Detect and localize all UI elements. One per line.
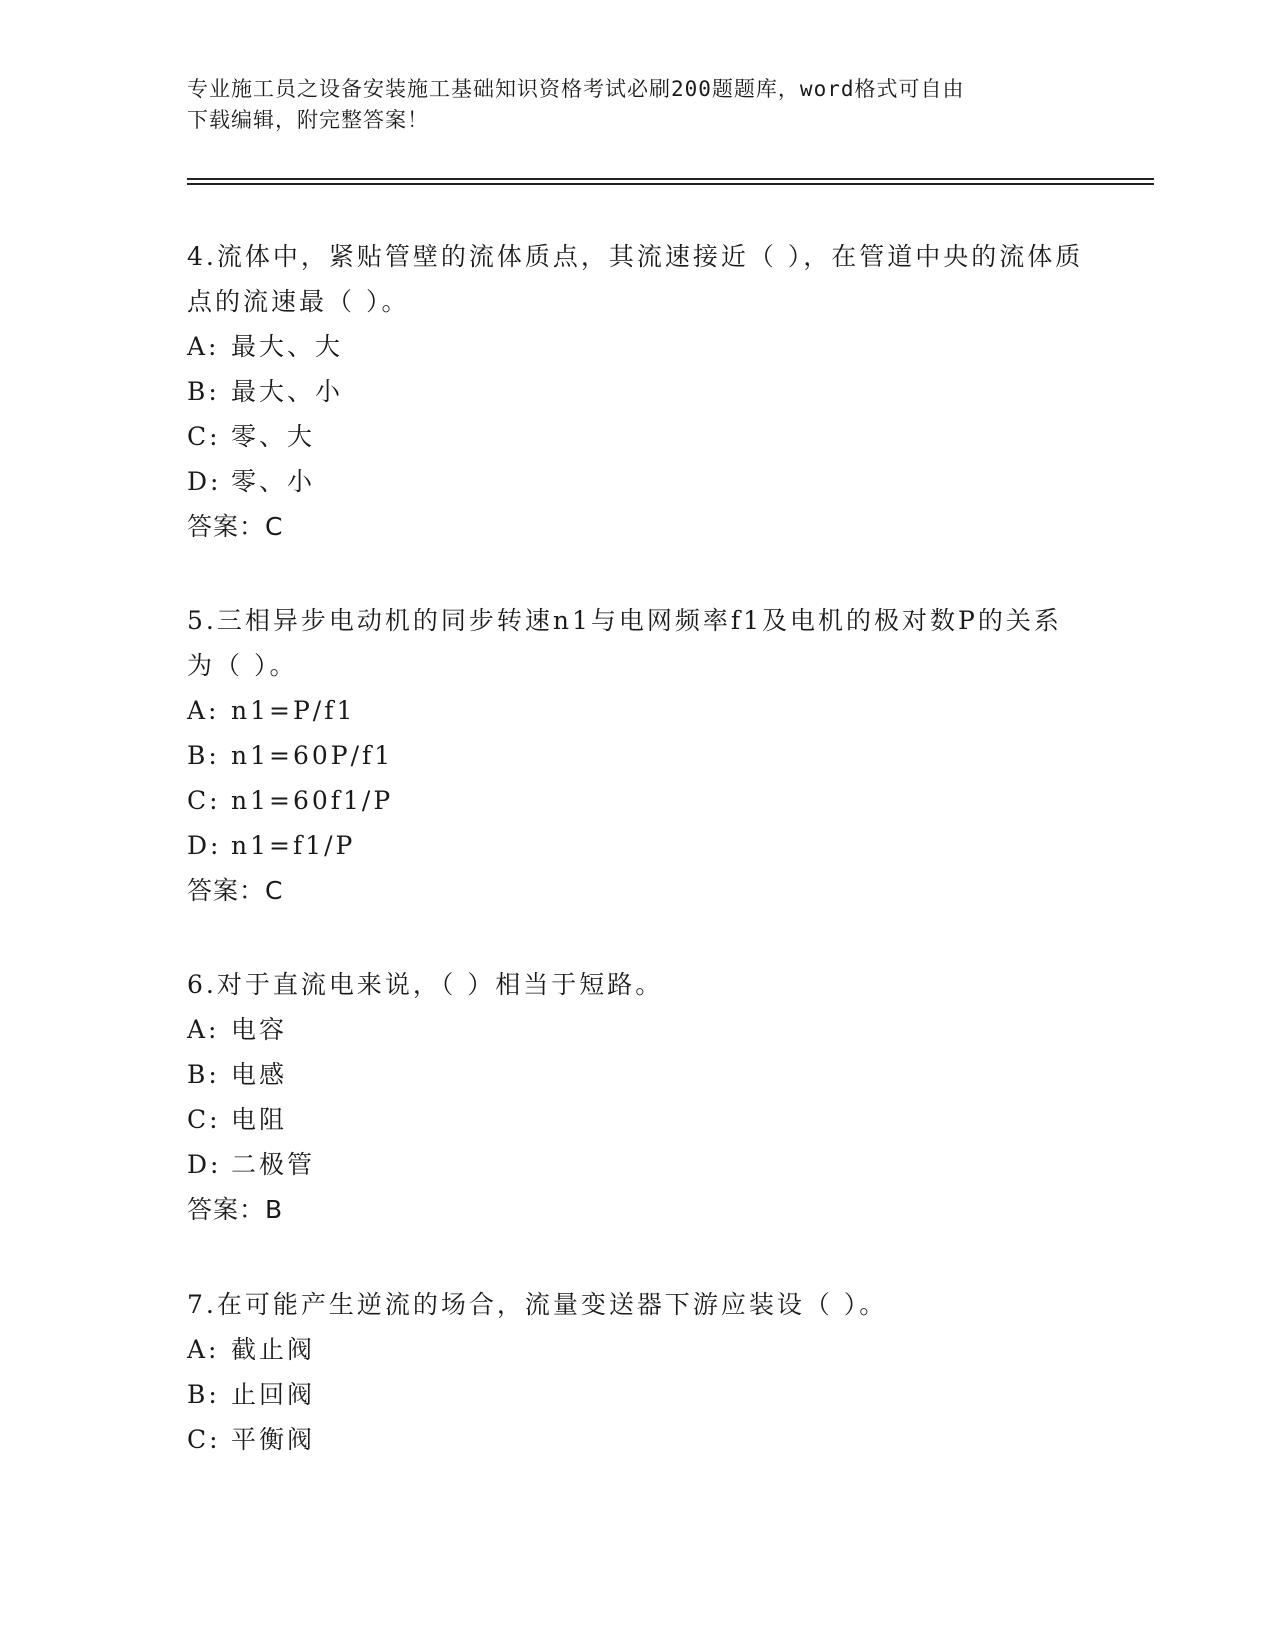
option-letter: A: (187, 696, 220, 725)
option-letter: C: (187, 1425, 221, 1454)
option-text: n1=60P/f1 (231, 741, 394, 770)
question-4 (187, 234, 1087, 549)
option-letter: D: (187, 1150, 222, 1179)
option-letter: B: (187, 377, 220, 406)
question-stem: 7.在可能产生逆流的场合，流量变送器下游应装设（ ）。 (187, 1290, 888, 1319)
question-stem: 5.三相异步电动机的同步转速n1与电网频率f1及电机的极对数P的关系为（ ）。 (187, 606, 1062, 680)
answer-line: 答案：C (187, 876, 284, 905)
option-text: 止回阀 (231, 1380, 316, 1409)
option-letter: C: (187, 422, 221, 451)
option-text: n1=f1/P (231, 831, 356, 860)
option-a (187, 324, 1087, 369)
option-text: 电感 (231, 1060, 288, 1089)
option-d (187, 823, 1087, 868)
option-text: n1=P/f1 (231, 696, 356, 725)
option-letter: B: (187, 741, 220, 770)
option-letter: D: (187, 467, 222, 496)
option-letter: D: (187, 831, 222, 860)
option-b (187, 1372, 1087, 1417)
option-a (187, 1007, 1087, 1052)
option-c (187, 1417, 1087, 1462)
header-divider-top (187, 178, 1154, 180)
option-b (187, 1052, 1087, 1097)
option-b (187, 369, 1087, 414)
option-letter: A: (187, 332, 220, 361)
option-letter: A: (187, 1015, 220, 1044)
question-5 (187, 598, 1087, 913)
option-text: 零、小 (231, 467, 316, 496)
header-line-2: 下载编辑，附完整答案！ (187, 108, 429, 132)
option-c (187, 778, 1087, 823)
option-text: 零、大 (231, 422, 316, 451)
option-c (187, 414, 1087, 459)
header-divider-bottom (187, 183, 1154, 185)
option-letter: A: (187, 1335, 220, 1364)
question-stem: 6.对于直流电来说，（ ）相当于短路。 (187, 970, 664, 999)
option-text: 二极管 (231, 1150, 316, 1179)
option-text: 平衡阀 (231, 1425, 316, 1454)
option-b (187, 733, 1087, 778)
option-d (187, 459, 1087, 504)
option-letter: B: (187, 1380, 220, 1409)
question-7 (187, 1282, 1087, 1462)
option-c (187, 1097, 1087, 1142)
option-a (187, 688, 1087, 733)
answer-line: 答案：B (187, 1195, 284, 1224)
question-6 (187, 962, 1087, 1232)
option-text: 电阻 (231, 1105, 288, 1134)
option-d (187, 1142, 1087, 1187)
answer-line: 答案：C (187, 512, 284, 541)
option-text: 最大、小 (231, 377, 344, 406)
option-letter: B: (187, 1060, 220, 1089)
option-text: 电容 (231, 1015, 288, 1044)
option-a (187, 1327, 1087, 1372)
option-text: n1=60f1/P (231, 786, 394, 815)
option-text: 截止阀 (231, 1335, 316, 1364)
option-letter: C: (187, 786, 221, 815)
question-stem: 4.流体中，紧贴管壁的流体质点，其流速接近（ ），在管道中央的流体质点的流速最（ ）。 (187, 242, 1084, 316)
option-letter: C: (187, 1105, 221, 1134)
option-text: 最大、大 (231, 332, 344, 361)
header-line-1: 专业施工员之设备安装施工基础知识资格考试必刷200题题库，word格式可自由 (187, 77, 965, 101)
document-header (187, 74, 1087, 136)
